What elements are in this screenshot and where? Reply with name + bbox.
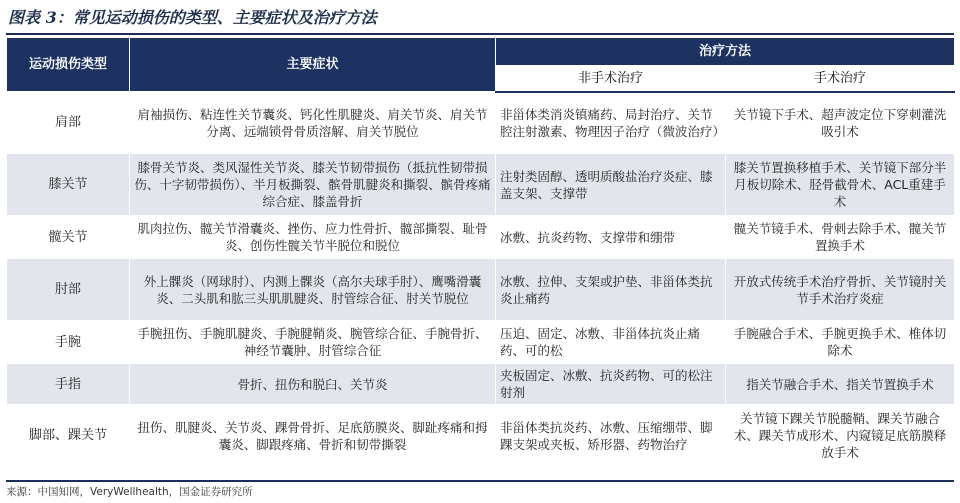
row-non-surgical: 注射类固醇、透明质酸盐治疗炎症、膝盖支架、支撑带 bbox=[496, 154, 726, 216]
header-non-surgical: 非手术治疗 bbox=[496, 66, 726, 92]
row-non-surgical: 夹板固定、冰敷、抗炎药物、可的松注射剂 bbox=[496, 364, 726, 405]
row-non-surgical: 冰敷、拉伸、支架或护垫、非甾体类抗炎止痛药 bbox=[496, 259, 726, 321]
row-type-wrist: 手腕 bbox=[7, 321, 130, 364]
row-surgical: 手腕融合手术、手腕更换手术、椎体切除术 bbox=[726, 321, 955, 364]
table-row bbox=[7, 364, 955, 405]
row-non-surgical: 冰敷、抗炎药物、支撑带和绷带 bbox=[496, 216, 726, 259]
row-type-knee: 膝关节 bbox=[7, 154, 130, 216]
row-type-foot-ankle: 脚部、踝关节 bbox=[7, 405, 130, 467]
row-type-shoulder: 肩部 bbox=[7, 92, 130, 154]
row-type-finger: 手指 bbox=[7, 364, 130, 405]
table-row bbox=[7, 216, 955, 259]
header-treatment: 治疗方法 bbox=[496, 38, 955, 66]
header-surgical: 手术治疗 bbox=[726, 66, 955, 92]
row-non-surgical: 压迫、固定、冰敷、非甾体抗炎止痛药、可的松 bbox=[496, 321, 726, 364]
row-symptoms: 骨折、扭伤和脱臼、关节炎 bbox=[130, 364, 496, 405]
row-surgical: 关节镜下手术、超声波定位下穿刺灌洗吸引术 bbox=[726, 92, 955, 154]
row-surgical: 髋关节镜手术、骨刺去除手术、髋关节置换手术 bbox=[726, 216, 955, 259]
table-row bbox=[7, 259, 955, 321]
row-symptoms: 外上髁炎（网球肘）、内测上髁炎（高尔夫球手肘）、鹰嘴滑囊炎、二头肌和肱三头肌肌腱炎、肘管综合征、肘关节脱位 bbox=[130, 259, 496, 321]
row-symptoms: 肌肉拉伤、髋关节滑囊炎、挫伤、应力性骨折、髋部撕裂、耻骨炎、创伤性髋关节半脱位和脱位 bbox=[130, 216, 496, 259]
row-symptoms: 扭伤、肌腱炎、关节炎、踝骨骨折、足底筋膜炎、脚趾疼痛和拇囊炎、脚跟疼痛、骨折和韧带撕裂 bbox=[130, 405, 496, 467]
table-row bbox=[7, 92, 955, 154]
bottom-divider bbox=[6, 480, 954, 482]
row-surgical: 指关节融合手术、指关节置换手术 bbox=[726, 364, 955, 405]
table-row bbox=[7, 321, 955, 364]
table-row bbox=[7, 154, 955, 216]
row-type-hip: 髋关节 bbox=[7, 216, 130, 259]
source-note: 来源：中国知网，VeryWellhealth，国金证券研究所 bbox=[6, 486, 253, 498]
row-type-elbow: 肘部 bbox=[7, 259, 130, 321]
row-surgical: 膝关节置换移植手术、关节镜下部分半月板切除术、胫骨截骨术、ACL重建手术 bbox=[726, 154, 955, 216]
row-surgical: 开放式传统手术治疗骨折、关节镜肘关节手术治疗炎症 bbox=[726, 259, 955, 321]
row-symptoms: 肩袖损伤、粘连性关节囊炎、钙化性肌腱炎、肩关节炎、肩关节分离、远端锁骨骨质溶解、肩关节脱位 bbox=[130, 92, 496, 154]
title-divider bbox=[6, 33, 954, 35]
header-injury-type: 运动损伤类型 bbox=[7, 38, 130, 92]
row-non-surgical: 非甾体类消炎镇痛药、局封治疗、关节腔注射激素、物理因子治疗（微波治疗） bbox=[496, 92, 726, 154]
table-row bbox=[7, 405, 955, 467]
row-surgical: 关节镜下踝关节脱髓鞘、踝关节融合术、踝关节成形术、内窥镜足底筋膜释放手术 bbox=[726, 405, 955, 467]
row-non-surgical: 非甾体类抗炎药、冰敷、压缩绷带、脚踝支架或夹板、矫形器、药物治疗 bbox=[496, 405, 726, 467]
row-symptoms: 膝骨关节炎、类风湿性关节炎、膝关节韧带损伤（抵抗性韧带损伤、十字韧带损伤）、半月板撕裂、髌骨肌腱炎和撕裂、髌骨疼痛综合症、膝盖骨折 bbox=[130, 154, 496, 216]
injury-table bbox=[6, 37, 955, 467]
page-title: 图表 3：常见运动损伤的类型、主要症状及治疗方法 bbox=[8, 8, 377, 27]
row-symptoms: 手腕扭伤、手腕肌腱炎、手腕腱鞘炎、腕管综合征、手腕骨折、神经节囊肿、肘管综合征 bbox=[130, 321, 496, 364]
header-main-symptoms: 主要症状 bbox=[130, 38, 496, 92]
